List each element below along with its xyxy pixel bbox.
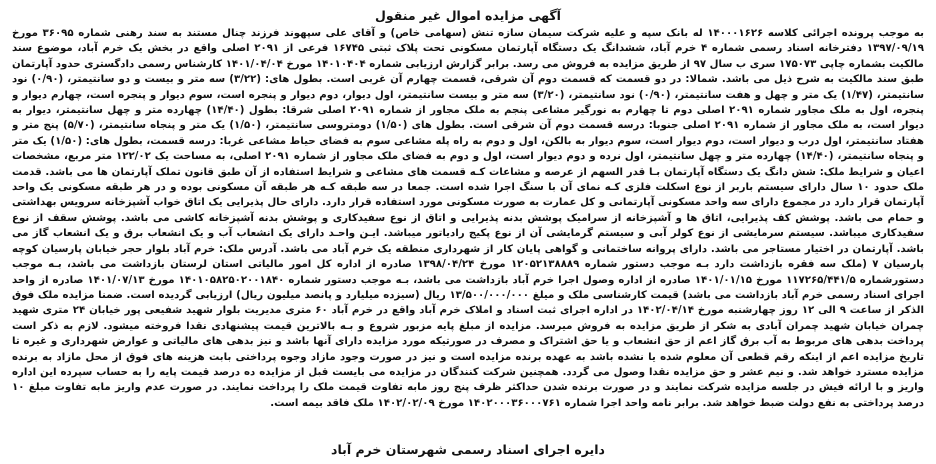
notice-signature: دایره اجرای اسناد رسمی شهرستان خرم آباد bbox=[331, 442, 605, 457]
notice-title: آگهی مزایده اموال غیر منقول bbox=[375, 8, 561, 23]
notice-body: به موجب پرونده اجرائی کلاسه ۱۴۰۰۰۱۶۲۶ له بانک سپه و علیه شرکت سیمان سازه تنش (سهامی خاص) و آقای علی سپهوند فرزند چنال مستند به سند رهنی شماره ۳۶۰۹۵ مورخ ۱۳۹۷/۰۹/۱۹ دفترخانه اسناد رسمی شماره ۴ خرم آباد، ششدانگ یک دستگاه آپارتمان مسکونی تحت پلاک ثبتی ۱۶۷۴۵ فرعی از ۲۰۹۱ اصلی واقع در بخش یک خرم آباد، موضوع سند مالکیت بشماره چاپی ۱۷۵۰۷۳ سری ب سال ۹۷ از طریق مزایده به فروش می رسد. برابر گزارش ارزیابی شماره ۱۴۰۱۰۴۰۴ مورخ ۱۴۰۱/۰۴/۰۴ کارشناس رسمی دادگستری حدود آپارتمان طبق سند مالکیت به شرح ذیل می باشد. شمالا: در دو قسمت که قسمت دوم آن شرقی، قسمت چهارم آن غربی است. بطول های: (۳/۲۲) سه متر و بیست و دو سانتیمتر، (۰/۹۰) نود سانتیمتر، (۱/۴۷) یک متر و چهل و هفت سانتیمتر، (۰/۹۰) نود سانتیمتر، (۳/۲۰) سه متر و بیست سانتیمتر، اول دیوار، دوم دیوار و پنجره است، سوم دیوار و پنجره است، چهارم دیوار و پنجره، اول به ملک مجاور شماره ۲۰۹۱ اصلی دوم تا چهارم به نورگیر مشاعی پنجم به ملک مجاور از شماره ۲۰۹۱ اصلی شرقا: بطول (۱۴/۴۰) چهارده متر و چهل سانتیمتر، دیوار به دیوار است، به ملک مجاور از شماره ۲۰۹۱ اصلی جنوبا: درسه قسمت دوم آن شرقی است. بطول های (۱/۵۰) دومتروسی سانتیمتر، (۱/۵۰) یک متر و پنجاه سانتیمتر، (۵/۷۰) پنج متر و هفتاد سانتیمتر، اول درب و دیوار است، دوم دیوار است، سوم دیوار به بالکن، اول و دوم به راه پله مشاعی سوم به فضای حیاط مشاعی غربا: درسه قسمت، بطول های: (۱/۵۰) یک متر و پنجاه سانتیمتر، (۱۴/۴۰) چهارده متر و چهل سانتیمتر، اول نرده و دوم دیوار است، اول و دوم به فضای ملک مجاور از شماره ۲۰۹۱ اصلی، به مساحت یک ۱۲۲/۰۲ متر مربع، مشخصات اعیان و شرایط ملک: شش دانگ یک دستگاه آپارتمان بـا قدر السهم از عرصه و مشاعات کـه قسمت های مشاعی و شرایط استفاده از آن طبق قانون تملک آپارتمان ها می باشد. قدمت ملک حدود ۱۰ سال دارای سیستم باربر از نوع اسکلت فلزی کـه نمای آن با سنگ اجرا شده است. جمعا در سه طبقه کـه هر طبقه آن مسکونی بوده و در هر طبقه مسکونی یک واحد آپارتمان قرار دارد در مجموع دارای سه واحد مسکونی آپارتمانی و کل عمارت به صورت مسکونی مورد استفاده قرار دارد. دارای حال پذیرایی یک اتاق خواب آشپزخانه سرویس بهداشتی و حمام می باشد. پوشش کف پذیرایی، اتاق ها و آشپزخانه از سرامیک پوشش بدنه پذیرایی و اتاق از نوع سفیدکاری و پوشش بدنه آشپزخانه کاشی می باشد. پوشش سقف از نوع سفیدکاری میباشد. سیستم سرمایشی از نوع کولر آبی و سیستم گرمایشی آن از نوع پکیج رادیاتور میباشد. ایـن واحـد دارای یک انشعاب آب و یک انشعاب برق و یک انشعاب گاز می باشد. آپارتمان در اختیار مستاجر می باشد. دارای پروانه ساختمانی و گواهی پایان کار از شهرداری منطقه یک خرم آباد می باشد. آدرس ملک: خرم آباد بلوار حجر خیابان پارسیان کوچه پارسیان ۷ (ملک سه فقره بازداشت دارد بـه موجب دستور شماره ۱۲۰۵۲۱۳۸۸۸۹ مورخ ۱۳۹۸/۰۴/۲۴ صادره از اداره کل امور مالیاتی استان لرستان بازداشت می باشد، بـه موجب دستورشماره ۱۱۷۲۶۵/۴۴۱/۵ مورخ ۱۴۰۱/۰۱/۱۵ صادره از اداره وصول اجرا خرم آباد بازداشت می باشد، بـه موجب دستور شماره ۱۴۰۱۰۵۸۲۵۰۲۰۰۱۸۴۰ مورخ ۱۴۰۱/۰۷/۱۳ صادره از واحد اجرای اسناد رسمی خرم آباد بازداشت می باشد) قیمت کارشناسی ملک و میلغ ۱۳/۵۰۰/۰۰۰/۰۰۰ ریال (سیزده میلیارد و پانصد میلیون ریال) ارزیابی گردیده است. ضمنا مزایده ملک فوق الذکر از ساعت ۹ الی ۱۲ روز چهارشنبه مورخ ۱۴۰۲/۰۴/۱۴ در اداره اجرای ثبت اسناد و املاک خرم آباد واقع در خرم آباد ۶۰ متری مدیریت بلوار شهید شفیعی پور خیابان ۲۴ متری شهید چمران خیابان شهید چمران آبادی به شکر از طریق مزایده به فروش میرسد. مزایده از مبلغ پایه مزبور شروع و بـه بالاترین قیمت پیشنهادی نقدا فروخته میشود. لازم به ذکر است پرداخت بدهی های مربوط به آب برق گاز اعم از حق انشعاب و یا حق اشتراک و مصرف در صورتیکه مورد مزایده دارای آنها باشد و نیز بدهی های مالیاتی و عوارض شهرداری و غیره تا تاریخ مزایده اعم از اینکه رقم قطعی آن معلوم شده یا نشده باشد به عهده برنده مزایده است و نیز در صورت وجود مازاد وجوه پرداختی بابت هزینه های فوق از محل مازاد به برنده مزایده مسترد خواهد شد. و نیم عشر و حق مزایده نقدا وصول می گردد. همچنین شرکت کنندگان در مزایده می بایست قبل از مزایده ده درصد قیمت پایه را به حساب سپرده این اداره واریز و با ارائه فیش در جلسه مزایده شرکت نمایند و در صورت برنده شدن حداکثر ظرف پنج روز مابه تفاوت قیمت ملک را پرداخت نمایند. در صورت عدم واریز مابه تفاوت مبلغ ۱۰ درصد پرداختی به نفع دولت ضبط خواهد شد. برابر نامه واحد اجرا شماره ۱۴۰۲۰۰۰۳۶۰۰۰۷۶۱ مورخ ۱۴۰۲/۰۲/۰۹ ملک فاقد بیمه است. bbox=[12, 28, 924, 409]
